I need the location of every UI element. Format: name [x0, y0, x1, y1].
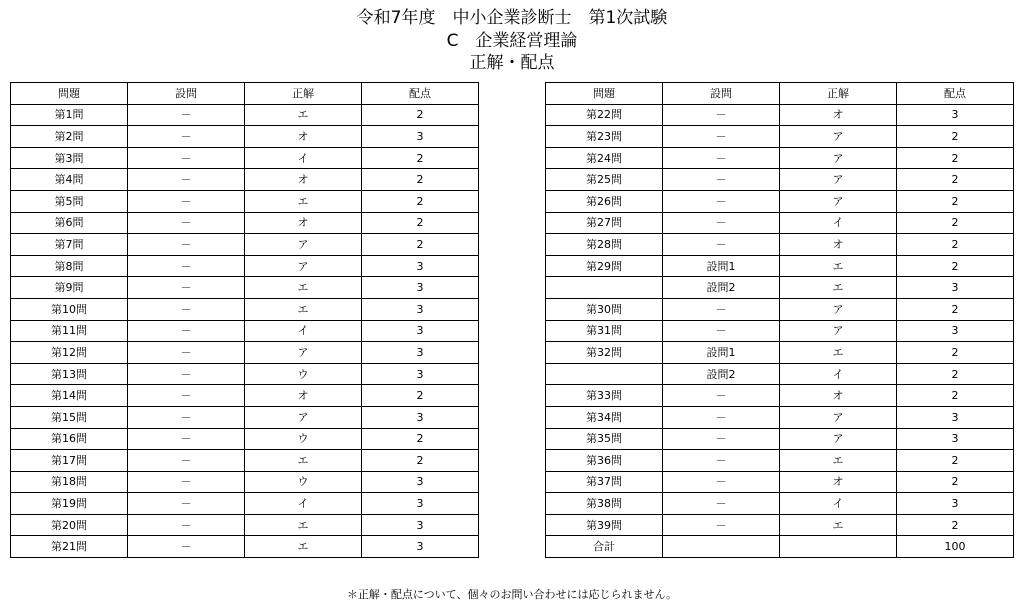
answer-cell: ウ	[245, 428, 362, 450]
header-answer: 正解	[245, 83, 362, 105]
table-row	[546, 255, 1014, 277]
answer-cell: ア	[780, 298, 897, 320]
table-row	[546, 363, 1014, 385]
table-row	[11, 190, 479, 212]
subquestion-cell: －	[128, 514, 245, 536]
table-row	[11, 298, 479, 320]
question-cell: 第3問	[11, 147, 128, 169]
points-cell: 3	[362, 406, 479, 428]
answer-cell: イ	[245, 493, 362, 515]
points-cell: 3	[897, 428, 1014, 450]
subquestion-cell: 設問1	[663, 342, 780, 364]
points-cell: 3	[362, 320, 479, 342]
subquestion-cell: －	[128, 147, 245, 169]
subquestion-cell: －	[663, 169, 780, 191]
table-row	[11, 212, 479, 234]
answer-cell: ア	[245, 342, 362, 364]
table-row	[546, 385, 1014, 407]
table-row	[546, 450, 1014, 472]
answer-cell: エ	[780, 277, 897, 299]
table-header-row	[11, 83, 479, 105]
answer-cell: イ	[245, 147, 362, 169]
answer-cell: オ	[245, 126, 362, 148]
points-cell: 2	[897, 255, 1014, 277]
points-cell: 2	[897, 298, 1014, 320]
answer-cell: エ	[780, 514, 897, 536]
answer-cell: オ	[245, 385, 362, 407]
subquestion-cell: 設問1	[663, 255, 780, 277]
subquestion-cell: －	[128, 277, 245, 299]
footnote: ＊正解・配点について、個々のお問い合わせには応じられません。	[346, 588, 678, 601]
question-cell: 第23問	[546, 126, 663, 148]
answer-cell: エ	[780, 255, 897, 277]
header-answer: 正解	[780, 83, 897, 105]
subquestion-cell: －	[128, 320, 245, 342]
question-cell: 第11問	[11, 320, 128, 342]
question-cell: 第25問	[546, 169, 663, 191]
question-cell: 第18問	[11, 471, 128, 493]
points-cell: 2	[362, 450, 479, 472]
points-cell: 3	[362, 277, 479, 299]
table-row	[11, 363, 479, 385]
subquestion-cell: －	[663, 450, 780, 472]
points-cell: 2	[362, 147, 479, 169]
answer-cell: エ	[245, 298, 362, 320]
answer-cell: ア	[245, 234, 362, 256]
table-row	[546, 493, 1014, 515]
answer-cell: オ	[780, 385, 897, 407]
table-row	[546, 277, 1014, 299]
points-cell: 2	[362, 234, 479, 256]
table-row	[11, 493, 479, 515]
table-row	[546, 298, 1014, 320]
table-row	[11, 536, 479, 558]
answer-cell: イ	[780, 493, 897, 515]
subquestion-cell: －	[663, 104, 780, 126]
points-cell: 2	[897, 363, 1014, 385]
question-cell: 第29問	[546, 255, 663, 277]
table-row	[546, 212, 1014, 234]
question-cell: 第9問	[11, 277, 128, 299]
table-row	[11, 320, 479, 342]
subquestion-cell: －	[128, 342, 245, 364]
points-cell: 100	[897, 536, 1014, 558]
points-cell: 3	[362, 514, 479, 536]
question-cell: 第28問	[546, 234, 663, 256]
subquestion-cell: －	[663, 493, 780, 515]
subquestion-cell: －	[663, 126, 780, 148]
table-row	[546, 190, 1014, 212]
answer-cell: ア	[780, 428, 897, 450]
table-header-row	[546, 83, 1014, 105]
header-subquestion: 設問	[663, 83, 780, 105]
answer-cell: エ	[780, 342, 897, 364]
question-cell: 第34問	[546, 406, 663, 428]
question-cell: 第39問	[546, 514, 663, 536]
points-cell: 3	[362, 363, 479, 385]
answer-cell: ア	[780, 147, 897, 169]
answer-cell: オ	[245, 212, 362, 234]
table-row	[11, 277, 479, 299]
table-row	[11, 428, 479, 450]
subquestion-cell: －	[128, 536, 245, 558]
table-row	[11, 514, 479, 536]
points-cell: 2	[897, 147, 1014, 169]
subquestion-cell: －	[663, 190, 780, 212]
points-cell: 2	[362, 190, 479, 212]
points-cell: 2	[897, 212, 1014, 234]
answer-cell: エ	[245, 450, 362, 472]
question-cell: 第15問	[11, 406, 128, 428]
table-row	[11, 234, 479, 256]
table-row	[546, 342, 1014, 364]
table-row	[546, 471, 1014, 493]
subquestion-cell: －	[128, 363, 245, 385]
answer-cell: ア	[780, 190, 897, 212]
question-cell: 第20問	[11, 514, 128, 536]
answer-cell: ア	[780, 320, 897, 342]
answer-cell: オ	[780, 471, 897, 493]
answer-cell: イ	[245, 320, 362, 342]
answer-cell: エ	[780, 450, 897, 472]
table-row	[11, 126, 479, 148]
points-cell: 3	[362, 126, 479, 148]
points-cell: 2	[362, 169, 479, 191]
points-cell: 2	[897, 471, 1014, 493]
points-cell: 3	[362, 342, 479, 364]
question-cell: 第38問	[546, 493, 663, 515]
table-row	[546, 406, 1014, 428]
question-cell: 合計	[546, 536, 663, 558]
answer-cell: イ	[780, 363, 897, 385]
subquestion-cell: －	[128, 493, 245, 515]
question-cell: 第6問	[11, 212, 128, 234]
question-cell: 第36問	[546, 450, 663, 472]
question-cell: 第31問	[546, 320, 663, 342]
points-cell: 3	[897, 320, 1014, 342]
question-cell: 第33問	[546, 385, 663, 407]
subquestion-cell: －	[663, 234, 780, 256]
points-cell: 2	[362, 212, 479, 234]
table-row	[546, 104, 1014, 126]
answer-cell: エ	[245, 514, 362, 536]
subquestion-cell: －	[128, 212, 245, 234]
points-cell: 2	[897, 514, 1014, 536]
answer-cell: ア	[780, 406, 897, 428]
question-cell: 第2問	[11, 126, 128, 148]
table-row	[11, 450, 479, 472]
subquestion-cell: －	[128, 471, 245, 493]
question-cell: 第16問	[11, 428, 128, 450]
subquestion-cell: －	[663, 428, 780, 450]
question-cell: 第19問	[11, 493, 128, 515]
subquestion-cell: 設問2	[663, 277, 780, 299]
points-cell: 3	[897, 104, 1014, 126]
question-cell: 第7問	[11, 234, 128, 256]
question-cell	[546, 363, 663, 385]
subquestion-cell: －	[128, 385, 245, 407]
answer-cell: エ	[245, 190, 362, 212]
answer-cell: ウ	[245, 471, 362, 493]
header-question: 問題	[546, 83, 663, 105]
answer-cell: エ	[245, 104, 362, 126]
answer-cell	[780, 536, 897, 558]
subject-title: C 企業経営理論	[446, 31, 578, 51]
subquestion-cell	[663, 536, 780, 558]
answer-cell: エ	[245, 277, 362, 299]
subquestion-cell: －	[663, 514, 780, 536]
question-cell: 第13問	[11, 363, 128, 385]
points-cell: 2	[897, 450, 1014, 472]
points-cell: 3	[362, 493, 479, 515]
points-cell: 3	[897, 277, 1014, 299]
page-subtitle: 正解・配点	[469, 53, 555, 73]
subquestion-cell: －	[663, 385, 780, 407]
answer-table-right	[545, 82, 1014, 558]
question-cell: 第35問	[546, 428, 663, 450]
answer-cell: ア	[780, 126, 897, 148]
points-cell: 3	[362, 536, 479, 558]
question-cell: 第26問	[546, 190, 663, 212]
subquestion-cell: －	[663, 212, 780, 234]
table-row	[546, 126, 1014, 148]
question-cell: 第1問	[11, 104, 128, 126]
points-cell: 3	[362, 255, 479, 277]
question-cell: 第37問	[546, 471, 663, 493]
answer-cell: オ	[245, 169, 362, 191]
subquestion-cell: 設問2	[663, 363, 780, 385]
subquestion-cell: －	[663, 320, 780, 342]
question-cell: 第24問	[546, 147, 663, 169]
table-row	[11, 471, 479, 493]
points-cell: 2	[897, 234, 1014, 256]
subquestion-cell: －	[663, 298, 780, 320]
answer-cell: オ	[780, 234, 897, 256]
subquestion-cell: －	[128, 104, 245, 126]
question-cell: 第8問	[11, 255, 128, 277]
table-row	[546, 536, 1014, 558]
answer-cell: オ	[780, 104, 897, 126]
question-cell: 第22問	[546, 104, 663, 126]
table-row	[546, 514, 1014, 536]
subquestion-cell: －	[128, 190, 245, 212]
question-cell: 第5問	[11, 190, 128, 212]
exam-title: 令和7年度 中小企業診断士 第1次試験	[356, 8, 668, 28]
subquestion-cell: －	[128, 169, 245, 191]
points-cell: 3	[362, 298, 479, 320]
subquestion-cell: －	[663, 147, 780, 169]
subquestion-cell: －	[128, 234, 245, 256]
points-cell: 2	[362, 385, 479, 407]
header-points: 配点	[897, 83, 1014, 105]
question-cell: 第12問	[11, 342, 128, 364]
table-row	[546, 147, 1014, 169]
subquestion-cell: －	[663, 471, 780, 493]
table-row	[546, 320, 1014, 342]
answer-cell: ア	[245, 255, 362, 277]
question-cell: 第21問	[11, 536, 128, 558]
points-cell: 2	[897, 342, 1014, 364]
subquestion-cell: －	[128, 428, 245, 450]
subquestion-cell: －	[128, 450, 245, 472]
points-cell: 3	[362, 471, 479, 493]
subquestion-cell: －	[663, 406, 780, 428]
answer-table-left	[10, 82, 479, 558]
subquestion-cell: －	[128, 126, 245, 148]
answer-cell: イ	[780, 212, 897, 234]
question-cell: 第14問	[11, 385, 128, 407]
table-row	[546, 234, 1014, 256]
subquestion-cell: －	[128, 298, 245, 320]
table-row	[11, 385, 479, 407]
header-points: 配点	[362, 83, 479, 105]
table-row	[11, 169, 479, 191]
table-row	[11, 406, 479, 428]
header-question: 問題	[11, 83, 128, 105]
table-row	[11, 255, 479, 277]
answer-cell: ア	[245, 406, 362, 428]
table-row	[11, 342, 479, 364]
table-row	[546, 428, 1014, 450]
question-cell: 第4問	[11, 169, 128, 191]
points-cell: 3	[897, 406, 1014, 428]
points-cell: 2	[897, 385, 1014, 407]
table-row	[11, 147, 479, 169]
question-cell: 第27問	[546, 212, 663, 234]
answer-cell: エ	[245, 536, 362, 558]
question-cell: 第10問	[11, 298, 128, 320]
points-cell: 2	[897, 190, 1014, 212]
answer-cell: ア	[780, 169, 897, 191]
question-cell: 第17問	[11, 450, 128, 472]
header-subquestion: 設問	[128, 83, 245, 105]
table-row	[11, 104, 479, 126]
subquestion-cell: －	[128, 255, 245, 277]
subquestion-cell: －	[128, 406, 245, 428]
question-cell: 第30問	[546, 298, 663, 320]
question-cell: 第32問	[546, 342, 663, 364]
points-cell: 2	[897, 169, 1014, 191]
answer-cell: ウ	[245, 363, 362, 385]
points-cell: 3	[897, 493, 1014, 515]
question-cell	[546, 277, 663, 299]
points-cell: 2	[362, 428, 479, 450]
points-cell: 2	[362, 104, 479, 126]
points-cell: 2	[897, 126, 1014, 148]
table-row	[546, 169, 1014, 191]
